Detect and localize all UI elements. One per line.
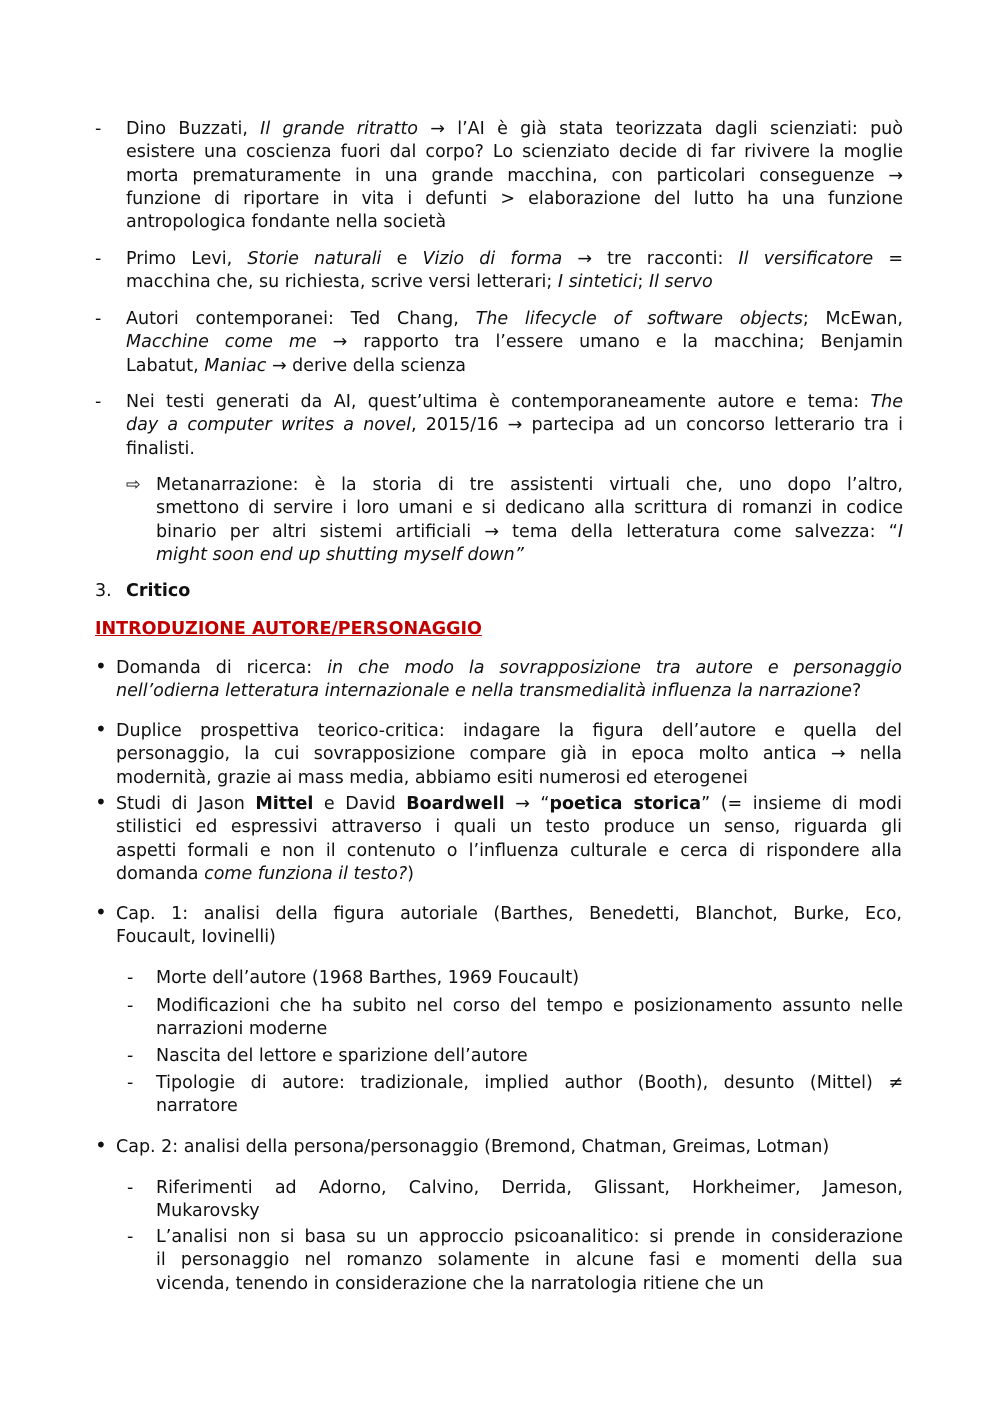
text-line: Modificazioni che ha subito nel corso del tempo e posizionamento assunto nelle (156, 996, 903, 1016)
text-line: stilistici ed espressivi attraverso i quali un testo produce un senso, riguarda gli (116, 817, 902, 838)
text-line: finalisti. (126, 438, 195, 459)
text-line: macchina che, su richiesta, scrive versi letterari; I sintetici; Il servo (126, 272, 713, 293)
list-marker: - (127, 968, 134, 988)
list-marker: 3. (95, 581, 112, 601)
list-marker: - (127, 996, 134, 1016)
text-line: narrazioni moderne (156, 1019, 328, 1040)
item-text (156, 1045, 903, 1068)
bullet-icon: • (95, 1133, 107, 1157)
bullet-icon: • (95, 900, 107, 924)
list-marker: - (95, 392, 102, 412)
text-line: day a computer writes a novel, 2015/16 → partecipa ad un concorso letterario tra i (126, 415, 903, 436)
list-marker: - (95, 309, 102, 329)
item-text (116, 903, 902, 950)
item-text (126, 248, 903, 295)
text-line: narratore (156, 1096, 238, 1117)
list-marker: - (127, 1227, 134, 1247)
item-text (116, 720, 902, 790)
text-line: antropologica fondante nella società (126, 212, 447, 233)
text-line: smettono di servire i loro umani e si dedicano alla scrittura di romanzi in codice (156, 498, 903, 519)
text-line: Studi di Jason Mittel e David Boardwell → “poetica storica” (= insieme di modi (116, 794, 902, 814)
text-line: Foucault, Iovinelli) (116, 927, 276, 948)
item-text (156, 967, 903, 990)
item-text (156, 1072, 903, 1119)
text-line: domanda come funziona il testo?) (116, 863, 414, 884)
arrow-icon: ⇨ (126, 475, 141, 495)
text-line: il personaggio nel romanzo solamente in alcune fasi e momenti della sua (156, 1250, 903, 1271)
text-line: Labatut, Maniac → derive della scienza (126, 355, 467, 376)
bullet-icon: • (95, 790, 107, 814)
text-line: Nascita del lettore e sparizione dell’autore (156, 1046, 528, 1066)
text-line: Dino Buzzati, Il grande ritratto → l’AI è già stata teorizzata dagli scienziati: può (126, 119, 903, 139)
list-marker: - (127, 1178, 134, 1198)
text-line: Morte dell’autore (1968 Barthes, 1969 Foucault) (156, 968, 580, 988)
item-text (156, 1177, 903, 1224)
list-marker: - (95, 249, 102, 269)
text-line: might soon end up shutting myself down” (156, 544, 524, 565)
item-text (126, 580, 903, 603)
text-line: Riferimenti ad Adorno, Calvino, Derrida, Glissant, Horkheimer, Jameson, (156, 1178, 903, 1198)
text-line: morta prematuramente in una grande macchina, con particolari conseguenze → (126, 165, 903, 186)
text-line: L’analisi non si basa su un approccio psicoanalitico: si prende in considerazione (156, 1227, 903, 1247)
text-line: vicenda, tenendo in considerazione che la narratologia ritiene che un (156, 1273, 764, 1294)
text-line: nell’odierna letteratura internazionale e nella transmedialità influenza la narrazione? (116, 681, 862, 702)
text-line: aspetti formali e non il contenuto o l’influenza culturale e cerca di rispondere alla (116, 840, 902, 861)
text-line: esistere una coscienza fuori dal corpo? Lo scienziato decide di far rivivere la moglie (126, 142, 903, 163)
item-text (116, 1136, 902, 1159)
list-marker: - (127, 1073, 134, 1093)
item-text (156, 995, 903, 1042)
item-text (126, 308, 903, 378)
text-line: binario per altri sistemi artificiali → tema della letteratura come salvezza: “I (156, 521, 903, 542)
text-line: Nei testi generati da AI, quest’ultima è contemporaneamente autore e tema: The (126, 392, 903, 412)
item-text (116, 793, 902, 886)
item-text (126, 391, 903, 461)
item-text (156, 1226, 903, 1296)
bullet-icon: • (95, 654, 107, 678)
list-marker: - (127, 1046, 134, 1066)
text-line: Critico (126, 581, 191, 601)
text-line: Cap. 1: analisi della figura autoriale (Barthes, Benedetti, Blanchot, Burke, Eco, (116, 904, 902, 924)
text-line: Cap. 2: analisi della persona/personaggio (Bremond, Chatman, Greimas, Lotman) (116, 1137, 830, 1157)
text-line: Macchine come me → rapporto tra l’essere umano e la macchina; Benjamin (126, 332, 903, 353)
text-line: funzione di riportare in vita i defunti > elaborazione del lutto ha una funzione (126, 188, 903, 209)
text-line: Duplice prospettiva teorico-critica: indagare la figura dell’autore e quella del (116, 721, 902, 741)
text-line: modernità, grazie ai mass media, abbiamo esiti numerosi ed eterogenei (116, 767, 748, 788)
text-line: Domanda di ricerca: in che modo la sovrapposizione tra autore e personaggio (116, 658, 902, 678)
bullet-icon: • (95, 717, 107, 741)
text-line: Primo Levi, Storie naturali e Vizio di forma → tre racconti: Il versificatore = (126, 249, 903, 269)
list-marker: - (95, 119, 102, 139)
text-line: personaggio, la cui sovrapposizione compare già in epoca molto antica → nella (116, 744, 902, 765)
item-text (156, 474, 903, 567)
section-heading: INTRODUZIONE AUTORE/PERSONAGGIO (95, 619, 482, 639)
item-text (116, 657, 902, 704)
text-line: Autori contemporanei: Ted Chang, The lifecycle of software objects; McEwan, (126, 309, 903, 329)
text-line: Metanarrazione: è la storia di tre assistenti virtuali che, uno dopo l’altro, (156, 475, 903, 495)
item-text (126, 118, 903, 234)
text-line: Mukarovsky (156, 1201, 260, 1222)
text-line: Tipologie di autore: tradizionale, implied author (Booth), desunto (Mittel) ≠ (156, 1073, 903, 1093)
